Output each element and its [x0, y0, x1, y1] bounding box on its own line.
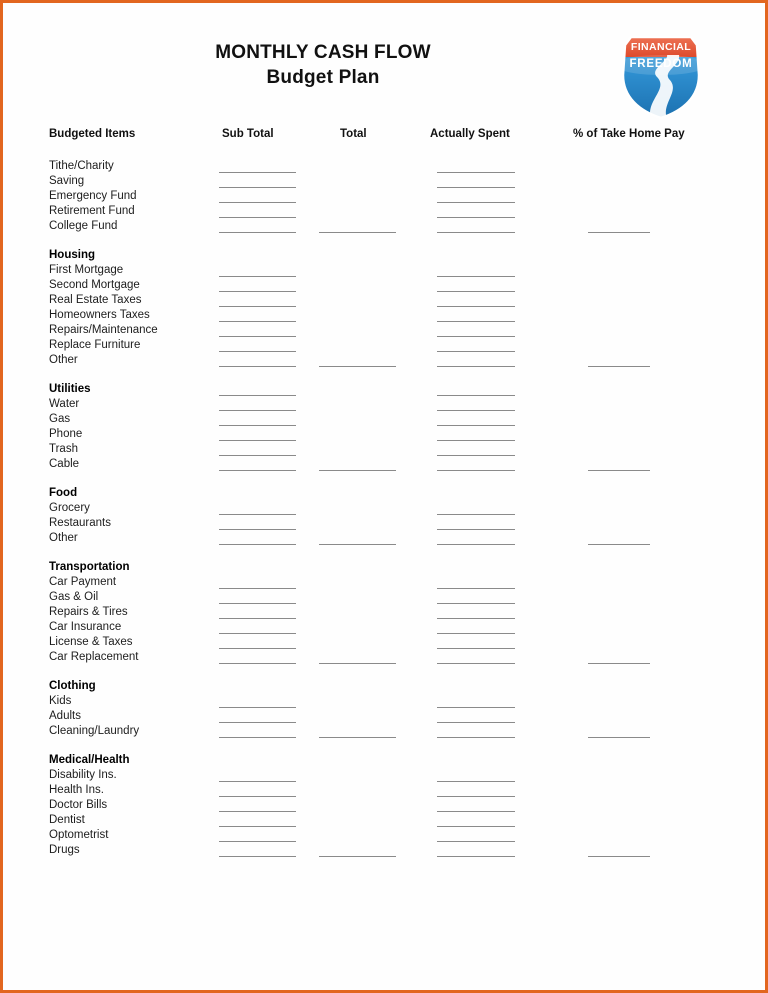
- budget-line-row: [3, 308, 765, 323]
- budget-item-label: Car Payment: [49, 576, 117, 588]
- sub-entry-line[interactable]: [219, 455, 296, 456]
- spent-entry-line[interactable]: [437, 395, 515, 396]
- column-header-budgeted-items: Budgeted Items: [49, 128, 136, 140]
- spent-entry-line[interactable]: [437, 603, 515, 604]
- column-header-sub-total: Sub Total: [222, 128, 274, 140]
- sub-entry-line[interactable]: [219, 588, 296, 589]
- budget-line-row: [3, 813, 765, 828]
- section-heading-label: Medical/Health: [49, 754, 130, 766]
- budget-item-label: Retirement Fund: [49, 205, 135, 217]
- spent-entry-line[interactable]: [437, 187, 515, 188]
- spent-entry-line[interactable]: [437, 588, 515, 589]
- budget-item-label: Disability Ins.: [49, 769, 117, 781]
- budget-item-label: Restaurants: [49, 517, 112, 529]
- budget-item-label: Other: [49, 532, 78, 544]
- sub-entry-line[interactable]: [219, 366, 296, 367]
- budget-line-row: [3, 694, 765, 709]
- spent-entry-line[interactable]: [437, 514, 515, 515]
- budget-line-row: [3, 278, 765, 293]
- spent-entry-line[interactable]: [437, 618, 515, 619]
- budget-line-row: [3, 531, 765, 546]
- budget-item-label: Gas: [49, 413, 71, 425]
- logo-top-text: FINANCIAL: [630, 41, 692, 53]
- pct-entry-line[interactable]: [588, 544, 650, 545]
- budget-section: [3, 486, 765, 546]
- budget-section: [3, 753, 765, 858]
- pct-entry-line[interactable]: [588, 737, 650, 738]
- budget-line-row: [3, 338, 765, 353]
- budget-item-label: Phone: [49, 428, 83, 440]
- budget-line-row: [3, 412, 765, 427]
- spent-entry-line[interactable]: [437, 306, 515, 307]
- section-heading-label: Clothing: [49, 680, 96, 692]
- spent-entry-line[interactable]: [437, 737, 515, 738]
- sub-entry-line[interactable]: [219, 336, 296, 337]
- spent-entry-line[interactable]: [437, 217, 515, 218]
- spent-entry-line[interactable]: [437, 633, 515, 634]
- budget-line-row: [3, 709, 765, 724]
- budget-item-label: Adults: [49, 710, 81, 722]
- sub-entry-line[interactable]: [219, 603, 296, 604]
- budget-line-row: [3, 724, 765, 739]
- budget-line-row: [3, 783, 765, 798]
- section-heading-row: [3, 486, 765, 501]
- sub-entry-line[interactable]: [219, 663, 296, 664]
- financial-freedom-shield-logo: [611, 31, 711, 123]
- spent-entry-line[interactable]: [437, 856, 515, 857]
- budget-item-label: Drugs: [49, 844, 80, 856]
- sub-entry-line[interactable]: [219, 544, 296, 545]
- budget-sections: [3, 159, 765, 858]
- budget-item-label: Emergency Fund: [49, 190, 137, 202]
- section-heading-row: [3, 679, 765, 694]
- budget-line-row: [3, 575, 765, 590]
- section-heading-label: Housing: [49, 249, 95, 261]
- spent-entry-line[interactable]: [437, 529, 515, 530]
- budget-item-label: Cable: [49, 458, 80, 470]
- sub-entry-line[interactable]: [219, 187, 296, 188]
- page-title-primary: MONTHLY CASH FLOW: [215, 42, 431, 63]
- budget-section: [3, 382, 765, 472]
- budget-item-label: Tithe/Charity: [49, 160, 114, 172]
- total-entry-line[interactable]: [319, 544, 396, 545]
- sub-entry-line[interactable]: [219, 796, 296, 797]
- sub-entry-line[interactable]: [219, 470, 296, 471]
- section-heading-row: [3, 753, 765, 768]
- section-heading-row: [3, 382, 765, 397]
- budget-line-row: [3, 219, 765, 234]
- sub-entry-line[interactable]: [219, 425, 296, 426]
- spent-entry-line[interactable]: [437, 202, 515, 203]
- pct-entry-line[interactable]: [588, 470, 650, 471]
- budget-item-label: Saving: [49, 175, 85, 187]
- budget-item-label: Grocery: [49, 502, 90, 514]
- sub-entry-line[interactable]: [219, 321, 296, 322]
- sub-entry-line[interactable]: [219, 856, 296, 857]
- column-header-actually-spent: Actually Spent: [430, 128, 510, 140]
- column-header-percent-take-home-pay: % of Take Home Pay: [573, 128, 685, 140]
- spent-entry-line[interactable]: [437, 796, 515, 797]
- spent-entry-line[interactable]: [437, 663, 515, 664]
- section-heading-row: [3, 248, 765, 263]
- budget-line-row: [3, 442, 765, 457]
- budget-item-label: Cleaning/Laundry: [49, 725, 140, 737]
- budget-line-row: [3, 516, 765, 531]
- spent-entry-line[interactable]: [437, 648, 515, 649]
- total-entry-line[interactable]: [319, 366, 396, 367]
- spent-entry-line[interactable]: [437, 336, 515, 337]
- sub-entry-line[interactable]: [219, 826, 296, 827]
- budget-line-row: [3, 457, 765, 472]
- section-heading-label: Food: [49, 487, 78, 499]
- sub-entry-line[interactable]: [219, 811, 296, 812]
- budget-item-label: Repairs/Maintenance: [49, 324, 158, 336]
- budget-item-label: Trash: [49, 443, 78, 455]
- section-heading-label: Transportation: [49, 561, 130, 573]
- spent-entry-line[interactable]: [437, 841, 515, 842]
- column-header-total: Total: [340, 128, 367, 140]
- budget-line-row: [3, 323, 765, 338]
- budget-item-label: Dentist: [49, 814, 85, 826]
- budget-item-label: Car Insurance: [49, 621, 122, 633]
- budget-item-label: Replace Furniture: [49, 339, 141, 351]
- budget-line-row: [3, 605, 765, 620]
- budget-line-row: [3, 843, 765, 858]
- sub-entry-line[interactable]: [219, 395, 296, 396]
- spent-entry-line[interactable]: [437, 470, 515, 471]
- pct-entry-line[interactable]: [588, 856, 650, 857]
- total-entry-line[interactable]: [319, 737, 396, 738]
- budget-item-label: Water: [49, 398, 80, 410]
- budget-line-row: [3, 174, 765, 189]
- budget-item-label: College Fund: [49, 220, 118, 232]
- sub-entry-line[interactable]: [219, 306, 296, 307]
- sub-entry-line[interactable]: [219, 618, 296, 619]
- budget-line-row: [3, 204, 765, 219]
- section-heading-label: Utilities: [49, 383, 91, 395]
- sub-entry-line[interactable]: [219, 291, 296, 292]
- budget-item-label: License & Taxes: [49, 636, 133, 648]
- budget-line-row: [3, 501, 765, 516]
- sub-entry-line[interactable]: [219, 410, 296, 411]
- budget-line-row: [3, 159, 765, 174]
- budget-item-label: Health Ins.: [49, 784, 104, 796]
- total-entry-line[interactable]: [319, 663, 396, 664]
- sub-entry-line[interactable]: [219, 440, 296, 441]
- spent-entry-line[interactable]: [437, 321, 515, 322]
- budget-section: [3, 560, 765, 665]
- budget-section: [3, 248, 765, 368]
- sub-entry-line[interactable]: [219, 722, 296, 723]
- spent-entry-line[interactable]: [437, 232, 515, 233]
- total-entry-line[interactable]: [319, 232, 396, 233]
- sub-entry-line[interactable]: [219, 707, 296, 708]
- budget-item-label: Repairs & Tires: [49, 606, 128, 618]
- budget-item-label: Gas & Oil: [49, 591, 99, 603]
- spent-entry-line[interactable]: [437, 366, 515, 367]
- spent-entry-line[interactable]: [437, 172, 515, 173]
- sub-entry-line[interactable]: [219, 202, 296, 203]
- budget-line-row: [3, 427, 765, 442]
- budget-line-row: [3, 189, 765, 204]
- budget-section: [3, 159, 765, 234]
- budget-line-row: [3, 293, 765, 308]
- sub-entry-line[interactable]: [219, 529, 296, 530]
- sub-entry-line[interactable]: [219, 232, 296, 233]
- spent-entry-line[interactable]: [437, 722, 515, 723]
- form-title-block: [153, 41, 493, 91]
- budget-item-label: First Mortgage: [49, 264, 124, 276]
- spent-entry-line[interactable]: [437, 811, 515, 812]
- spent-entry-line[interactable]: [437, 781, 515, 782]
- spent-entry-line[interactable]: [437, 707, 515, 708]
- spent-entry-line[interactable]: [437, 425, 515, 426]
- budget-item-label: Second Mortgage: [49, 279, 140, 291]
- sub-entry-line[interactable]: [219, 276, 296, 277]
- spent-entry-line[interactable]: [437, 455, 515, 456]
- spent-entry-line[interactable]: [437, 351, 515, 352]
- logo-bottom-text: FREEDOM: [629, 58, 693, 70]
- sub-entry-line[interactable]: [219, 841, 296, 842]
- budget-section: [3, 679, 765, 739]
- spent-entry-line[interactable]: [437, 440, 515, 441]
- sub-entry-line[interactable]: [219, 737, 296, 738]
- sub-entry-line[interactable]: [219, 172, 296, 173]
- sub-entry-line[interactable]: [219, 781, 296, 782]
- budget-line-row: [3, 353, 765, 368]
- budget-item-label: Kids: [49, 695, 72, 707]
- spent-entry-line[interactable]: [437, 826, 515, 827]
- budget-item-label: Doctor Bills: [49, 799, 108, 811]
- sub-entry-line[interactable]: [219, 648, 296, 649]
- budget-item-label: Real Estate Taxes: [49, 294, 142, 306]
- budget-line-row: [3, 620, 765, 635]
- budget-line-row: [3, 768, 765, 783]
- sub-entry-line[interactable]: [219, 217, 296, 218]
- spent-entry-line[interactable]: [437, 291, 515, 292]
- sub-entry-line[interactable]: [219, 514, 296, 515]
- form-header: [3, 41, 765, 121]
- budget-line-row: [3, 397, 765, 412]
- worksheet-sheet: [3, 3, 765, 990]
- budget-line-row: [3, 635, 765, 650]
- pct-entry-line[interactable]: [588, 663, 650, 664]
- sub-entry-line[interactable]: [219, 633, 296, 634]
- budget-line-row: [3, 650, 765, 665]
- budget-line-row: [3, 828, 765, 843]
- budget-item-label: Car Replacement: [49, 651, 139, 663]
- budget-line-row: [3, 590, 765, 605]
- pct-entry-line[interactable]: [588, 232, 650, 233]
- sub-entry-line[interactable]: [219, 351, 296, 352]
- total-entry-line[interactable]: [319, 470, 396, 471]
- total-entry-line[interactable]: [319, 856, 396, 857]
- budget-line-row: [3, 798, 765, 813]
- budget-item-label: Homeowners Taxes: [49, 309, 150, 321]
- page-title-secondary: Budget Plan: [266, 67, 380, 88]
- budget-item-label: Other: [49, 354, 78, 366]
- column-headers-row: [3, 128, 765, 144]
- budget-item-label: Optometrist: [49, 829, 109, 841]
- budget-line-row: [3, 263, 765, 278]
- spent-entry-line[interactable]: [437, 544, 515, 545]
- spent-entry-line[interactable]: [437, 410, 515, 411]
- pct-entry-line[interactable]: [588, 366, 650, 367]
- spent-entry-line[interactable]: [437, 276, 515, 277]
- section-heading-row: [3, 560, 765, 575]
